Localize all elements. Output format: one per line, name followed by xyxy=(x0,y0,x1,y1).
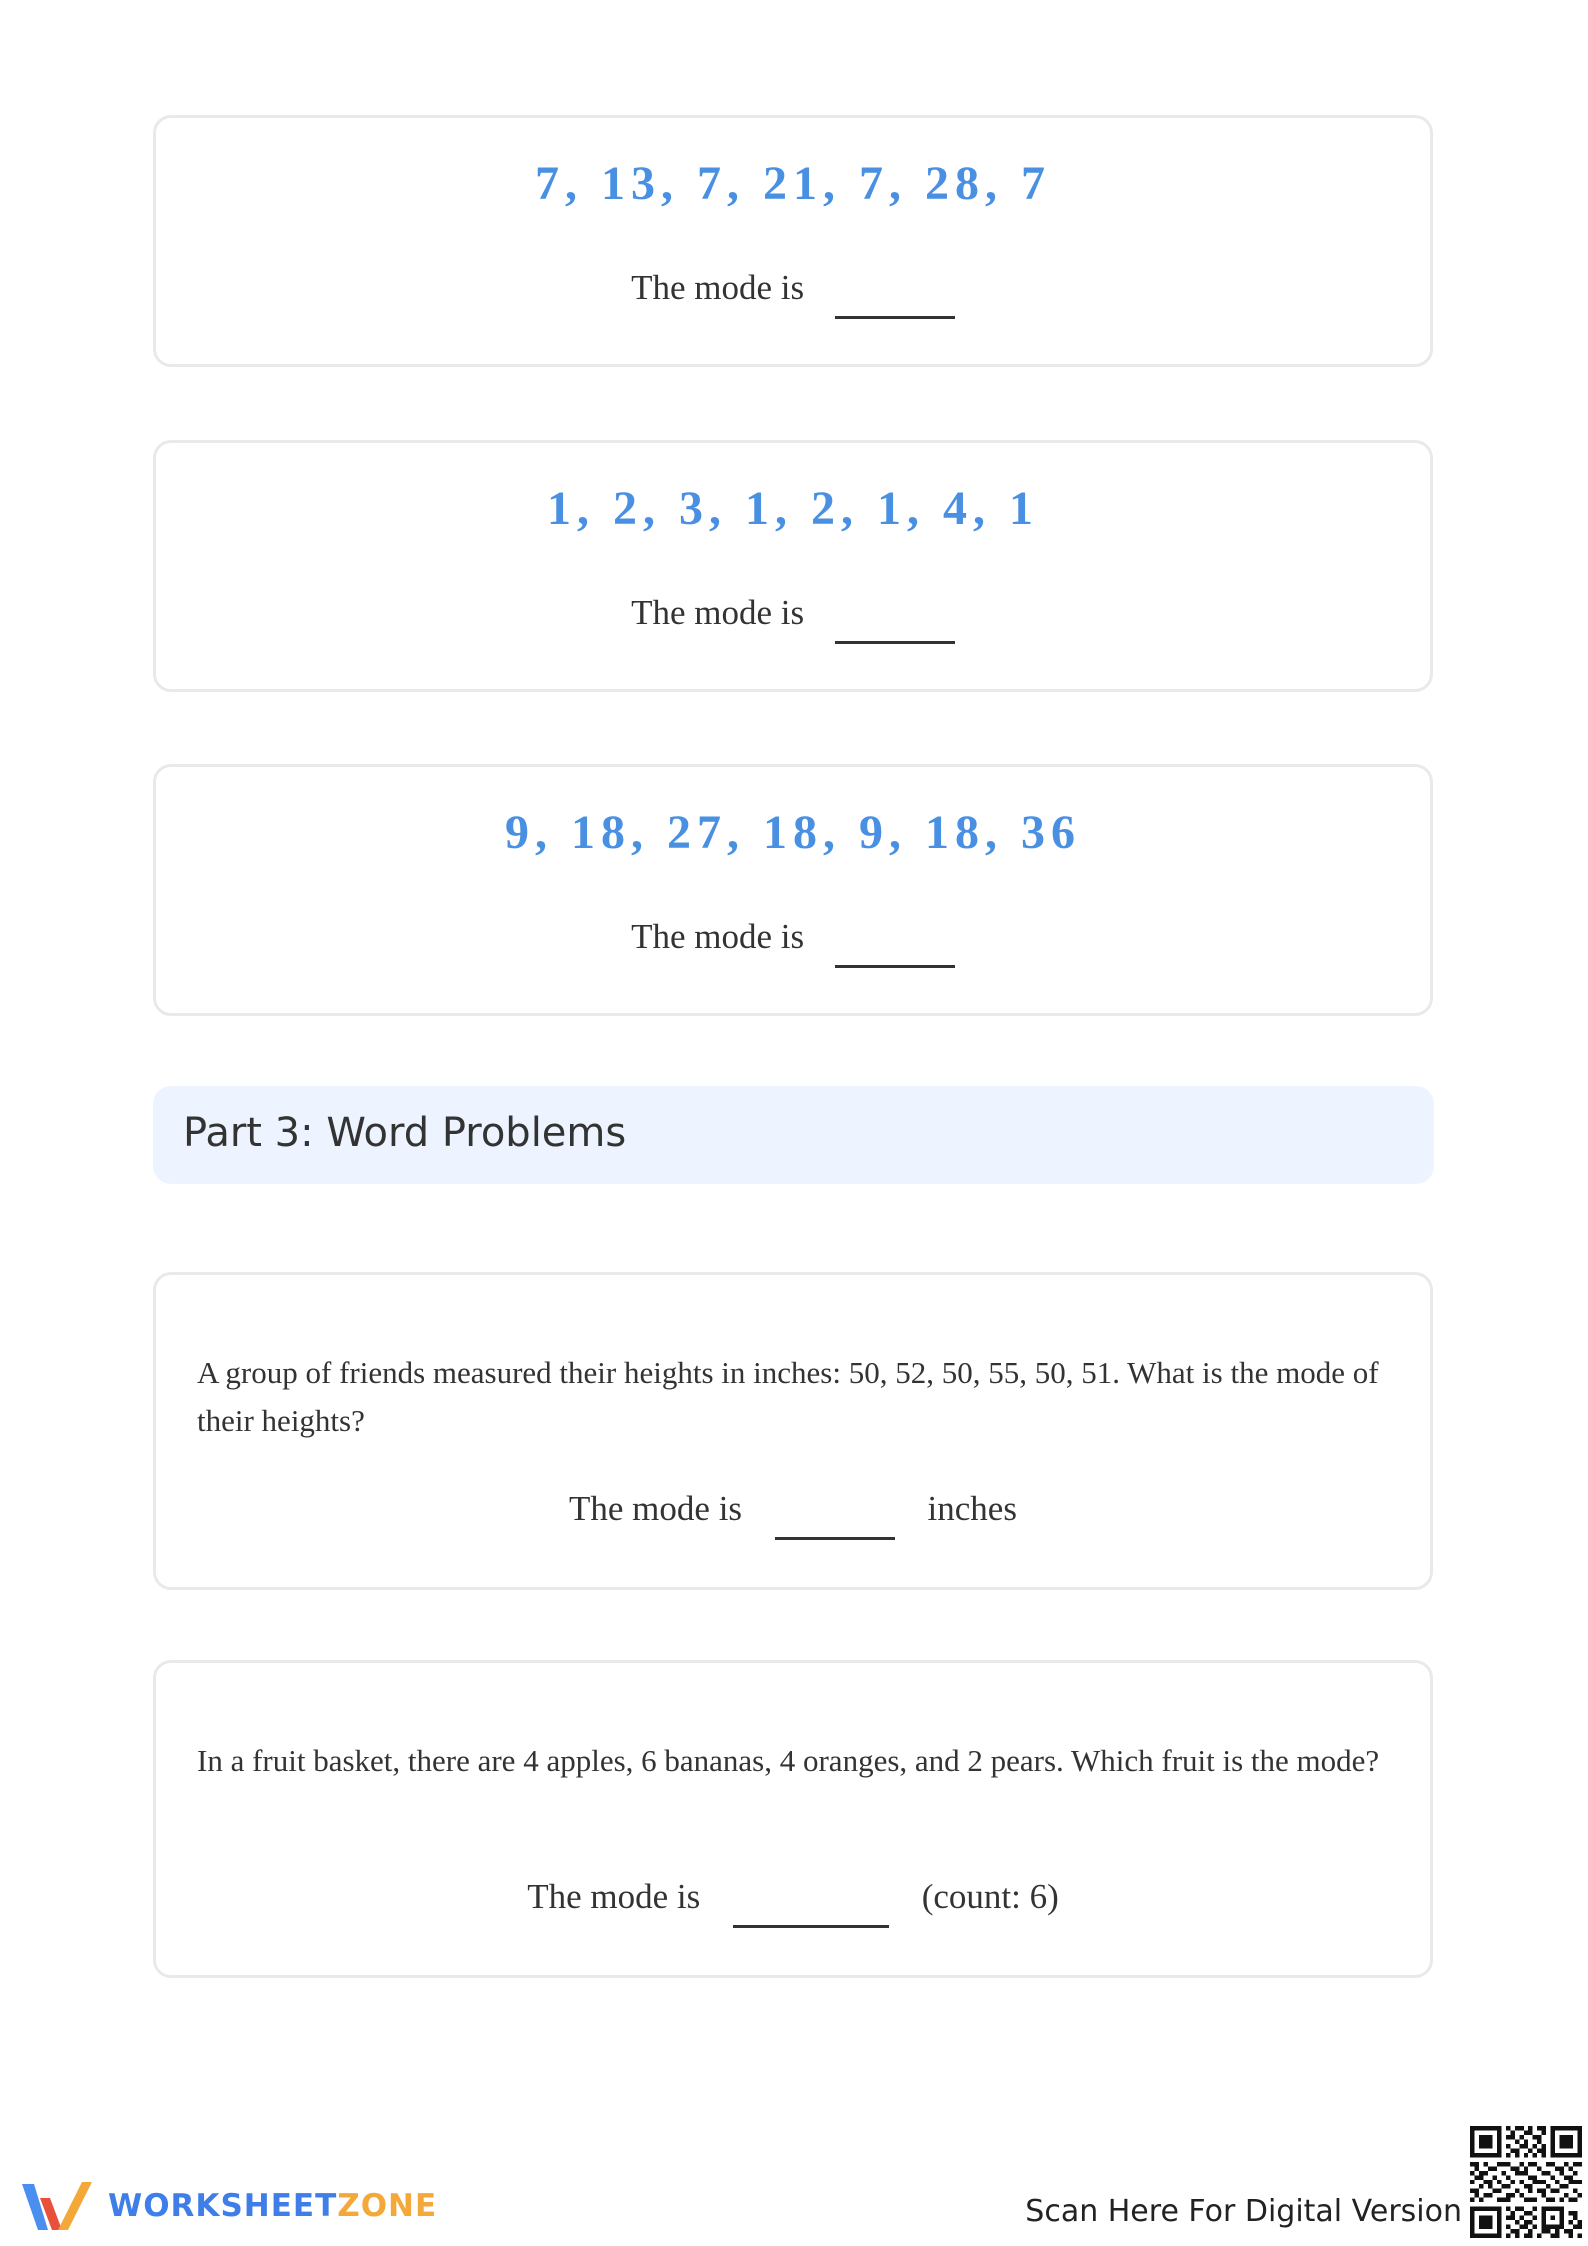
logo-w-icon xyxy=(18,2178,96,2236)
worksheetzone-logo[interactable] xyxy=(18,2178,458,2238)
answer-row xyxy=(156,917,1430,968)
answer-prompt: The mode is xyxy=(569,1489,743,1528)
number-sequence: 7, 13, 7, 21, 7, 28, 7 xyxy=(535,157,1051,210)
logo-wordmark xyxy=(108,2188,437,2224)
answer-blank[interactable] xyxy=(733,1925,889,1928)
answer-row xyxy=(156,593,1430,644)
answer-count-note: (count: 6) xyxy=(921,1877,1059,1916)
question-text: A group of friends measured their heights in inches: 50, 52, 50, 55, 50, 51. What is the mode of their heights? xyxy=(197,1355,1379,1438)
qr-code-icon[interactable] xyxy=(1470,2126,1582,2238)
sequence-problem-card xyxy=(153,440,1433,692)
answer-prompt: The mode is xyxy=(631,917,805,956)
answer-blank[interactable] xyxy=(835,965,955,968)
question-text: In a fruit basket, there are 4 apples, 6 bananas, 4 oranges, and 2 pears. Which fruit is the mode? xyxy=(197,1743,1380,1778)
number-sequence: 9, 18, 27, 18, 9, 18, 36 xyxy=(505,806,1081,859)
scan-instruction: Scan Here For Digital Version xyxy=(1025,2194,1462,2229)
answer-prompt: The mode is xyxy=(631,268,805,307)
answer-row xyxy=(156,268,1430,319)
answer-prompt: The mode is xyxy=(631,593,805,632)
section-banner xyxy=(153,1086,1434,1184)
logo-text-zone: ZONE xyxy=(337,2188,438,2224)
section-title: Part 3: Word Problems xyxy=(183,1110,627,1156)
sequence-problem-card xyxy=(153,764,1433,1016)
answer-blank[interactable] xyxy=(835,316,955,319)
word-problem-card xyxy=(153,1660,1433,1978)
answer-row xyxy=(156,1489,1430,1540)
answer-prompt: The mode is xyxy=(527,1877,701,1916)
sequence-problem-card xyxy=(153,115,1433,367)
number-sequence: 1, 2, 3, 1, 2, 1, 4, 1 xyxy=(547,482,1039,535)
answer-blank[interactable] xyxy=(835,641,955,644)
answer-row xyxy=(156,1877,1430,1928)
word-problem-card xyxy=(153,1272,1433,1590)
answer-unit: inches xyxy=(927,1489,1017,1528)
answer-blank[interactable] xyxy=(775,1537,895,1540)
logo-text-worksheet: WORKSHEET xyxy=(108,2188,338,2224)
